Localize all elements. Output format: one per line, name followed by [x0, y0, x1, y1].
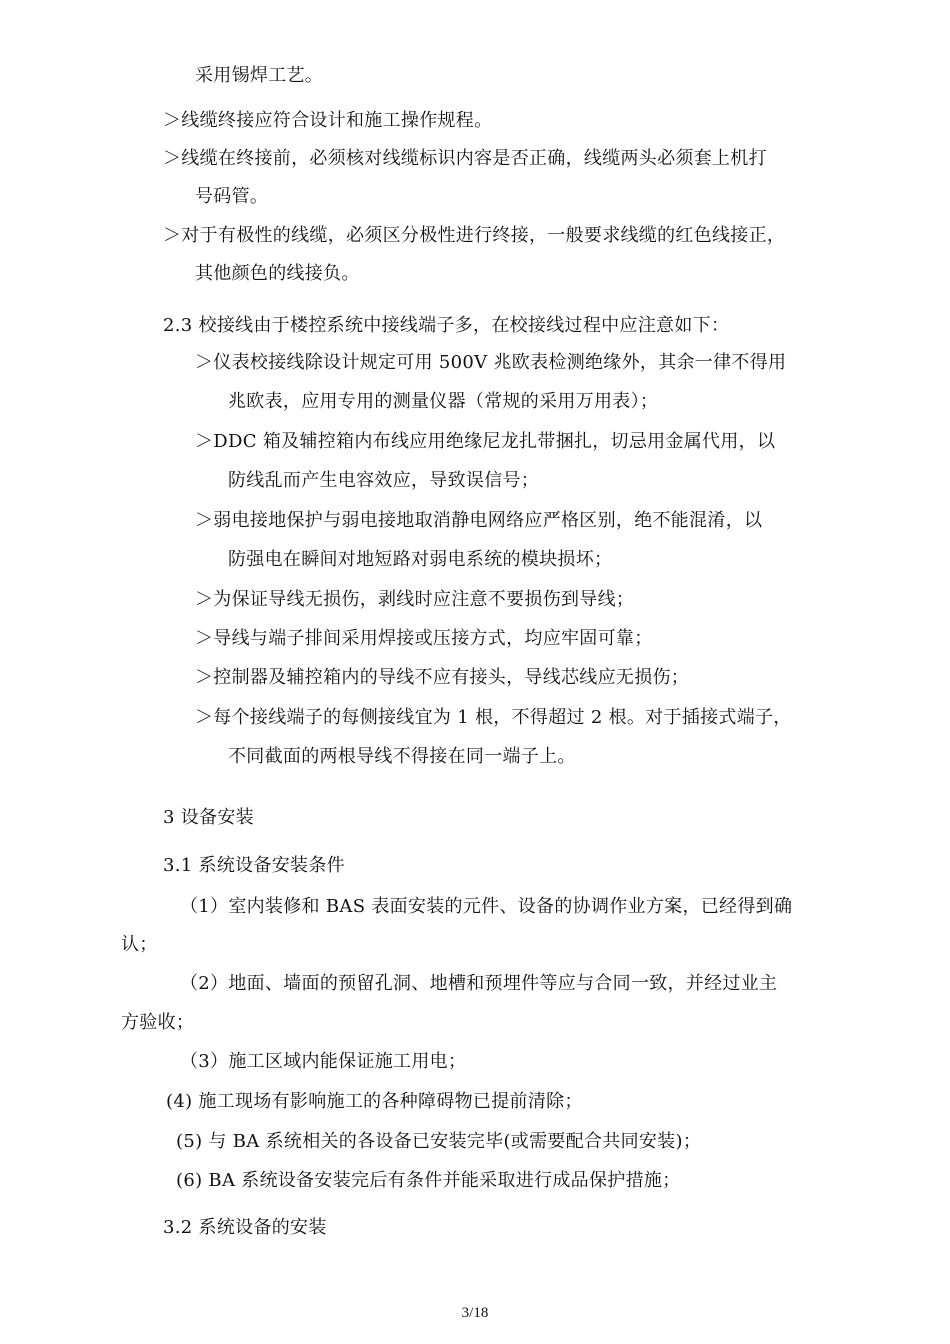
bullet-item: ＞线缆在终接前，必须核对线缆标识内容是否正确，线缆两头必须套上机打 [163, 148, 767, 169]
text-line: 不同截面的两根导线不得接在同一端子上。 [228, 746, 576, 767]
list-item: (6) BA 系统设备安装完后有条件并能采取进行成品保护措施； [176, 1170, 681, 1191]
section-heading: 2.3 校接线由于楼控系统中接线端子多，在校接线过程中应注意如下： [163, 315, 730, 336]
bullet-item: ＞为保证导线无损伤，剥线时应注意不要损伤到导线； [195, 589, 635, 610]
bullet-item: ＞仪表校接线除设计规定可用 500V 兆欧表检测绝缘外，其余一律不得用 [195, 352, 787, 373]
text-line: 其他颜色的线接负。 [195, 263, 360, 284]
list-item: (4) 施工现场有影响施工的各种障碍物已提前清除； [166, 1091, 583, 1112]
subsection-heading: 3.2 系统设备的安装 [163, 1217, 327, 1238]
list-item: （1）室内装修和 BAS 表面安装的元件、设备的协调作业方案，已经得到确 [180, 896, 793, 917]
list-item: （3）施工区域内能保证施工用电； [180, 1051, 467, 1072]
bullet-item: ＞控制器及辅控箱内的导线不应有接头，导线芯线应无损伤； [195, 667, 690, 688]
subsection-heading: 3.1 系统设备安装条件 [163, 855, 345, 876]
text-line: 号码管。 [195, 186, 269, 207]
text-line: 兆欧表，应用专用的测量仪器（常规的采用万用表）； [228, 391, 659, 412]
list-item: （2）地面、墙面的预留孔洞、地槽和预埋件等应与合同一致，并经过业主 [180, 973, 778, 994]
text-line: 防线乱而产生电容效应，导致误信号； [228, 470, 540, 491]
page-number: 3/18 [461, 1305, 489, 1321]
bullet-item: ＞弱电接地保护与弱电接地取消静电网络应严格区别，绝不能混淆，以 [195, 510, 763, 531]
bullet-item: ＞每个接线端子的每侧接线宜为 1 根，不得超过 2 根。对于插接式端子， [195, 707, 792, 728]
text-line: 认； [121, 934, 158, 955]
section-heading: 3 设备安装 [163, 807, 254, 828]
bullet-item: ＞对于有极性的线缆，必须区分极性进行终接，一般要求线缆的红色线接正， [163, 225, 786, 246]
list-item: (5) 与 BA 系统相关的各设备已安装完毕(或需要配合共同安装)； [176, 1131, 702, 1152]
text-line: 防强电在瞬间对地短路对弱电系统的模块损坏； [228, 549, 613, 570]
bullet-item: ＞线缆终接应符合设计和施工操作规程。 [163, 110, 493, 131]
bullet-item: ＞导线与端子排间采用焊接或压接方式，均应牢固可靠； [195, 628, 653, 649]
text-line: 方验收； [121, 1012, 195, 1033]
bullet-item: ＞DDC 箱及辅控箱内布线应用绝缘尼龙扎带捆扎，切忌用金属代用，以 [195, 431, 776, 452]
text-line: 采用锡焊工艺。 [195, 65, 324, 86]
